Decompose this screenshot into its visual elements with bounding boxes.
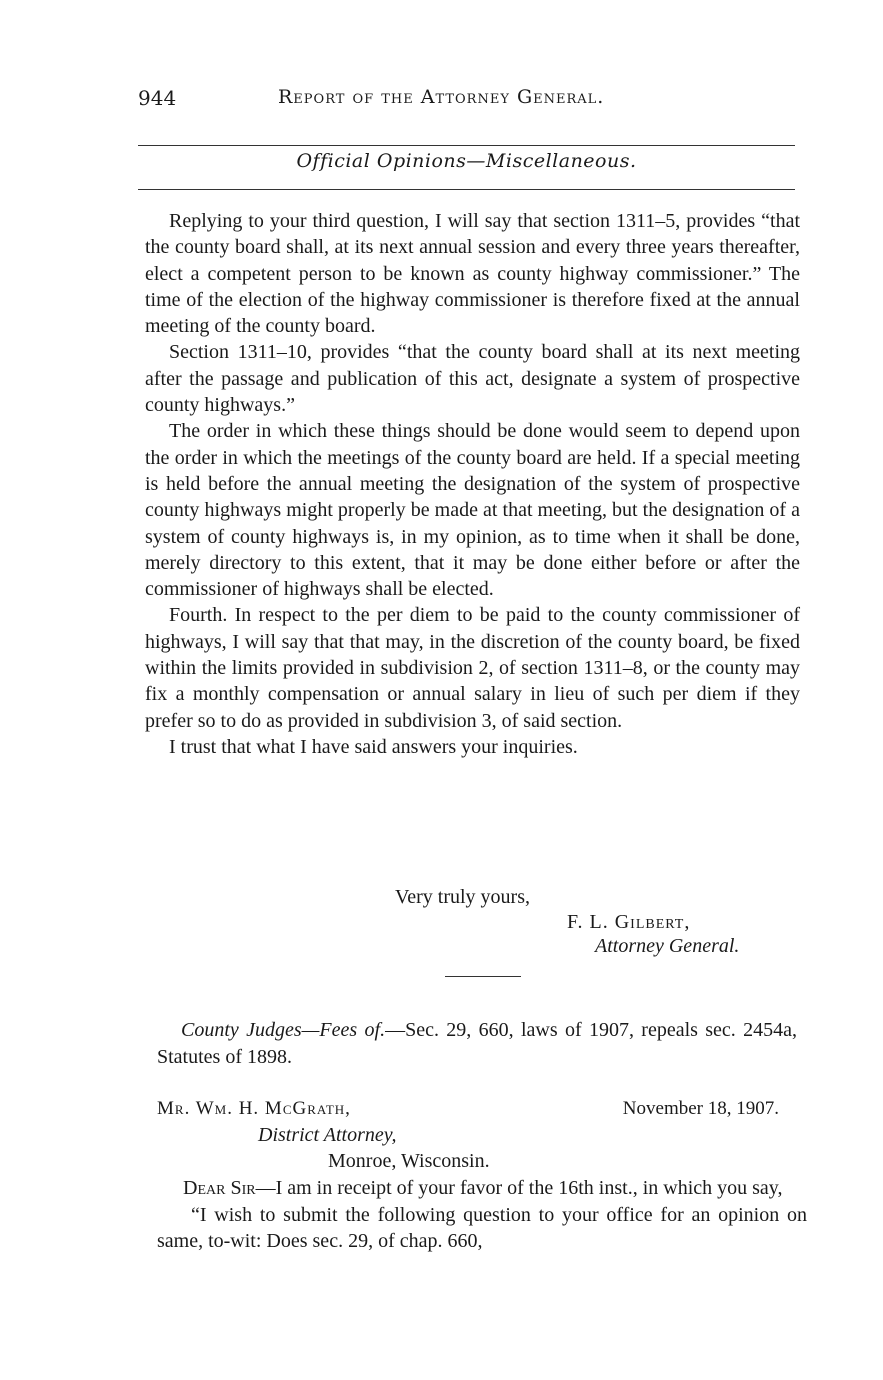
paragraph-trust: I trust that what I have said answers your inquiries. <box>169 735 578 758</box>
addressee-office: District Attorney, <box>258 1124 397 1146</box>
paragraph-third-question: Replying to your third question, I will say that section 1311–5, provides “that the county board shall, at its next annual session and every three years thereafter, elect a competent person to be known as county highway commissioner.” The time of the election of the highway commissioner is therefore fixed at the annual meeting of the county board. <box>145 210 800 338</box>
syllabus <box>157 1017 797 1071</box>
paragraph-section-1311-10: Section 1311–10, provides “that the county board shall at its next meeting after the passage and publication of this act, designate a system of prospective county highways.” <box>145 341 800 417</box>
letter-paragraph-1 <box>157 1175 807 1202</box>
running-title: Report of the Attorney General. <box>278 86 605 108</box>
syllabus-text: —Sec. 29, 660, laws of 1907, repeals sec. 2454a, Statutes of 1898. <box>157 1019 797 1068</box>
section-divider <box>445 976 521 977</box>
signature-title: Attorney General. <box>595 935 740 957</box>
letter-date: November 18, 1907. <box>622 1098 779 1119</box>
signature-name: F. L. Gilbert, <box>567 911 691 933</box>
letter-text-1: —I am in receipt of your favor of the 16th inst., in which you say, <box>255 1177 783 1199</box>
page-number: 944 <box>138 86 177 110</box>
letter-body <box>157 1175 807 1255</box>
addressee-place: Monroe, Wisconsin. <box>328 1150 490 1172</box>
syllabus-topic: County Judges—Fees of. <box>181 1019 386 1041</box>
header-rule-top <box>138 145 795 146</box>
letter-closing: Very truly yours, <box>395 886 530 908</box>
section-heading: Official Opinions—Miscellaneous. <box>296 150 637 172</box>
header-rule-bottom <box>138 189 795 190</box>
paragraph-fourth: Fourth. In respect to the per diem to be paid to the county commissioner of highways, I will say that that may, in the discretion of the county board, be fixed within the limits provided in subdivision 2, of section 1311–8, or the county may fix a monthly compensation or annual salary in lieu of such per diem if they prefer so to do as provided in subdivision 3, of said section. <box>145 604 800 732</box>
salutation: Dear Sir <box>183 1177 256 1199</box>
opinion-body <box>145 208 800 760</box>
addressee-name: Mr. Wm. H. McGrath, <box>157 1098 351 1119</box>
letter-paragraph-2: “I wish to submit the following question to your office for an opinion on same, to-wit: Does sec. 29, of chap. 660, <box>157 1203 807 1252</box>
paragraph-order: The order in which these things should be done would seem to depend upon the order in which the meetings of the county board are held. If a special meeting is held before the annual meeting the designation of the system of prospective county highways might properly be made at that meeting, but the designation of a system of county highways is, in my opinion, as to time when it shall be done, merely directory to this extent, that it may be done either before or after the commissioner of highways shall be elected. <box>145 420 800 601</box>
running-head <box>138 86 798 116</box>
